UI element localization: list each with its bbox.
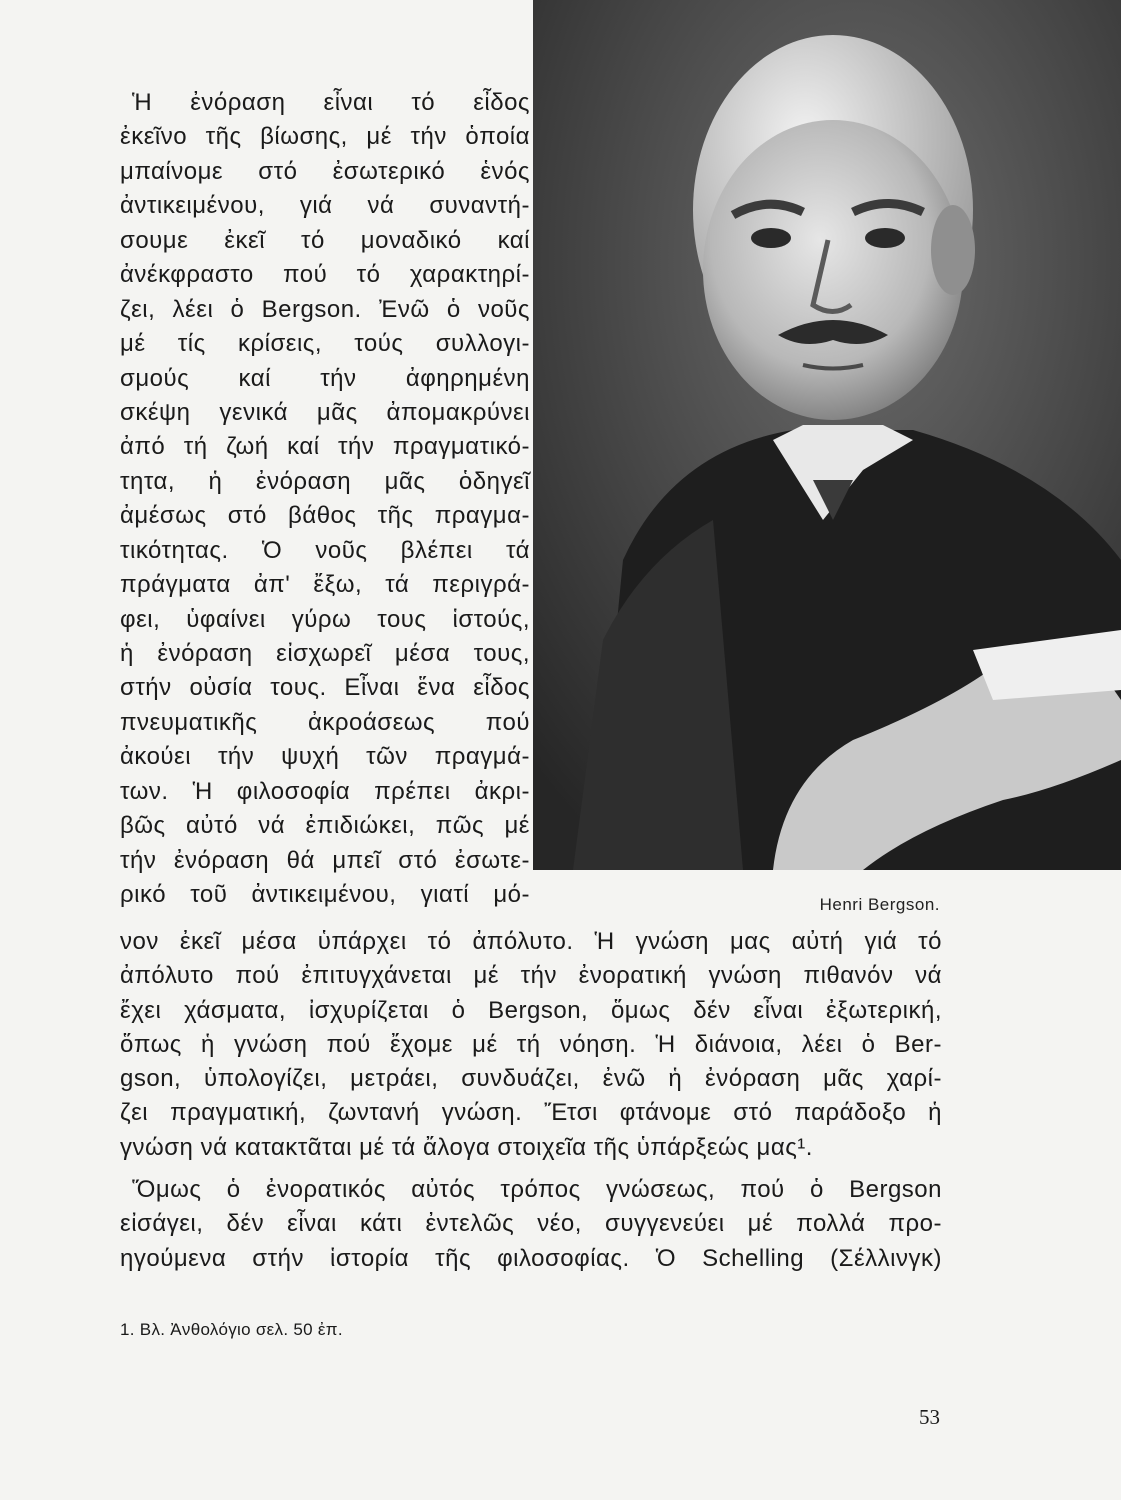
footnote: 1. Βλ. Ἀνθολόγιο σελ. 50 ἐπ.	[120, 1320, 343, 1339]
text-line: φει, ὑφαίνει γύρω τους ἱστούς,	[120, 605, 530, 633]
portrait-photo	[533, 0, 1121, 870]
text-line: ἀνέκφραστο πού τό χαρακτηρί-	[120, 261, 530, 289]
text-line: ἔχει χάσματα, ἰσχυρίζεται ὁ Bergson, ὅμως δέν εἶναι ἐξωτερική,	[120, 996, 942, 1024]
text-line: ζει πραγματική, ζωντανή γνώση. Ἔτσι φτάνομε στό παράδοξο ἡ	[120, 1099, 942, 1127]
text-line: ἀπόλυτο πού ἐπιτυγχάνεται μέ τήν ἐνορατική γνώση πιθανόν νά	[120, 962, 942, 990]
text-line: τήν ἐνόραση θά μπεῖ στό ἐσωτε-	[120, 846, 530, 874]
text-line: ρικό τοῦ ἀντικειμένου, γιατί μό-	[120, 881, 530, 909]
text-line: πνευματικῆς ἀκροάσεως πού	[120, 708, 530, 736]
text-line: gson, ὑπολογίζει, μετράει, συνδυάζει, ἐνῶ ἡ ἐνόραση μᾶς χαρί-	[120, 1065, 942, 1093]
text-line: πράγματα ἀπ' ἔξω, τά περιγρά-	[120, 571, 530, 599]
text-line: Ἡ ἐνόραση εἶναι τό εἶδος	[132, 89, 530, 116]
text-line: ἐκεῖνο τῆς βίωσης, μέ τήν ὁποία	[120, 123, 530, 151]
text-line: ἀπό τή ζωή καί τήν πραγματικό-	[120, 433, 530, 461]
text-line: ηγούμενα στήν ἱστορία τῆς φιλοσοφίας. Ὁ Schelling (Σέλλινγκ)	[120, 1244, 942, 1272]
text-line: τικότητας. Ὁ νοῦς βλέπει τά	[120, 536, 530, 564]
paragraph-gap	[120, 1165, 942, 1173]
text-line: μέ τίς κρίσεις, τούς συλλογι-	[120, 330, 530, 358]
portrait-image	[533, 0, 1121, 870]
text-line: τητα, ἡ ἐνόραση μᾶς ὁδηγεῖ	[120, 467, 530, 495]
text-line: σμούς καί τήν ἀφηρημένη	[120, 364, 530, 392]
text-line: ἀμέσως στό βάθος τῆς πραγμα-	[120, 502, 530, 530]
text-line: νον ἐκεῖ μέσα ὑπάρχει τό ἀπόλυτο. Ἡ γνώση μας αὐτή γιά τό	[120, 928, 942, 955]
text-line: ἡ ἐνόραση εἰσχωρεῖ μέσα τους,	[120, 640, 530, 667]
text-line: ἀκούει τήν ψυχή τῶν πραγμά-	[120, 743, 530, 771]
text-line: ὅπως ἡ γνώση πού ἔχομε μέ τή νόηση. Ἡ διάνοια, λέει ὁ Ber-	[120, 1030, 942, 1058]
text-line: βῶς αὐτό νά ἐπιδιώκει, πῶς μέ	[120, 812, 530, 840]
text-line: ἀντικειμένου, γιά νά συναντή-	[120, 192, 530, 220]
text-line: των. Ἡ φιλοσοφία πρέπει ἀκρι-	[120, 777, 530, 805]
photo-caption: Henri Bergson.	[819, 895, 940, 914]
text-line: γνώση νά κατακτᾶται μέ τά ἄλογα στοιχεῖα τῆς ὑπάρξεώς μας¹.	[120, 1133, 813, 1161]
text-line: στήν οὐσία τους. Εἶναι ἕνα εἶδος	[120, 674, 530, 702]
text-line: σουμε ἐκεῖ τό μοναδικό καί	[120, 226, 530, 254]
text-line: Ὅμως ὁ ἐνορατικός αὐτός τρόπος γνώσεως, πού ὁ Bergson	[132, 1176, 942, 1204]
full-width-text	[120, 925, 942, 1276]
column-paragraph	[120, 86, 530, 913]
text-line: σκέψη γενικά μᾶς ἀπομακρύνει	[120, 398, 530, 426]
text-line: ζει, λέει ὁ Bergson. Ἐνῶ ὁ νοῦς	[120, 295, 530, 323]
text-line: εἰσάγει, δέν εἶναι κάτι ἐντελῶς νέο, συγγενεύει μέ πολλά προ-	[120, 1210, 942, 1238]
text-line: μπαίνομε στό ἐσωτερικό ἑνός	[120, 157, 530, 185]
page-number: 53	[919, 1405, 940, 1429]
